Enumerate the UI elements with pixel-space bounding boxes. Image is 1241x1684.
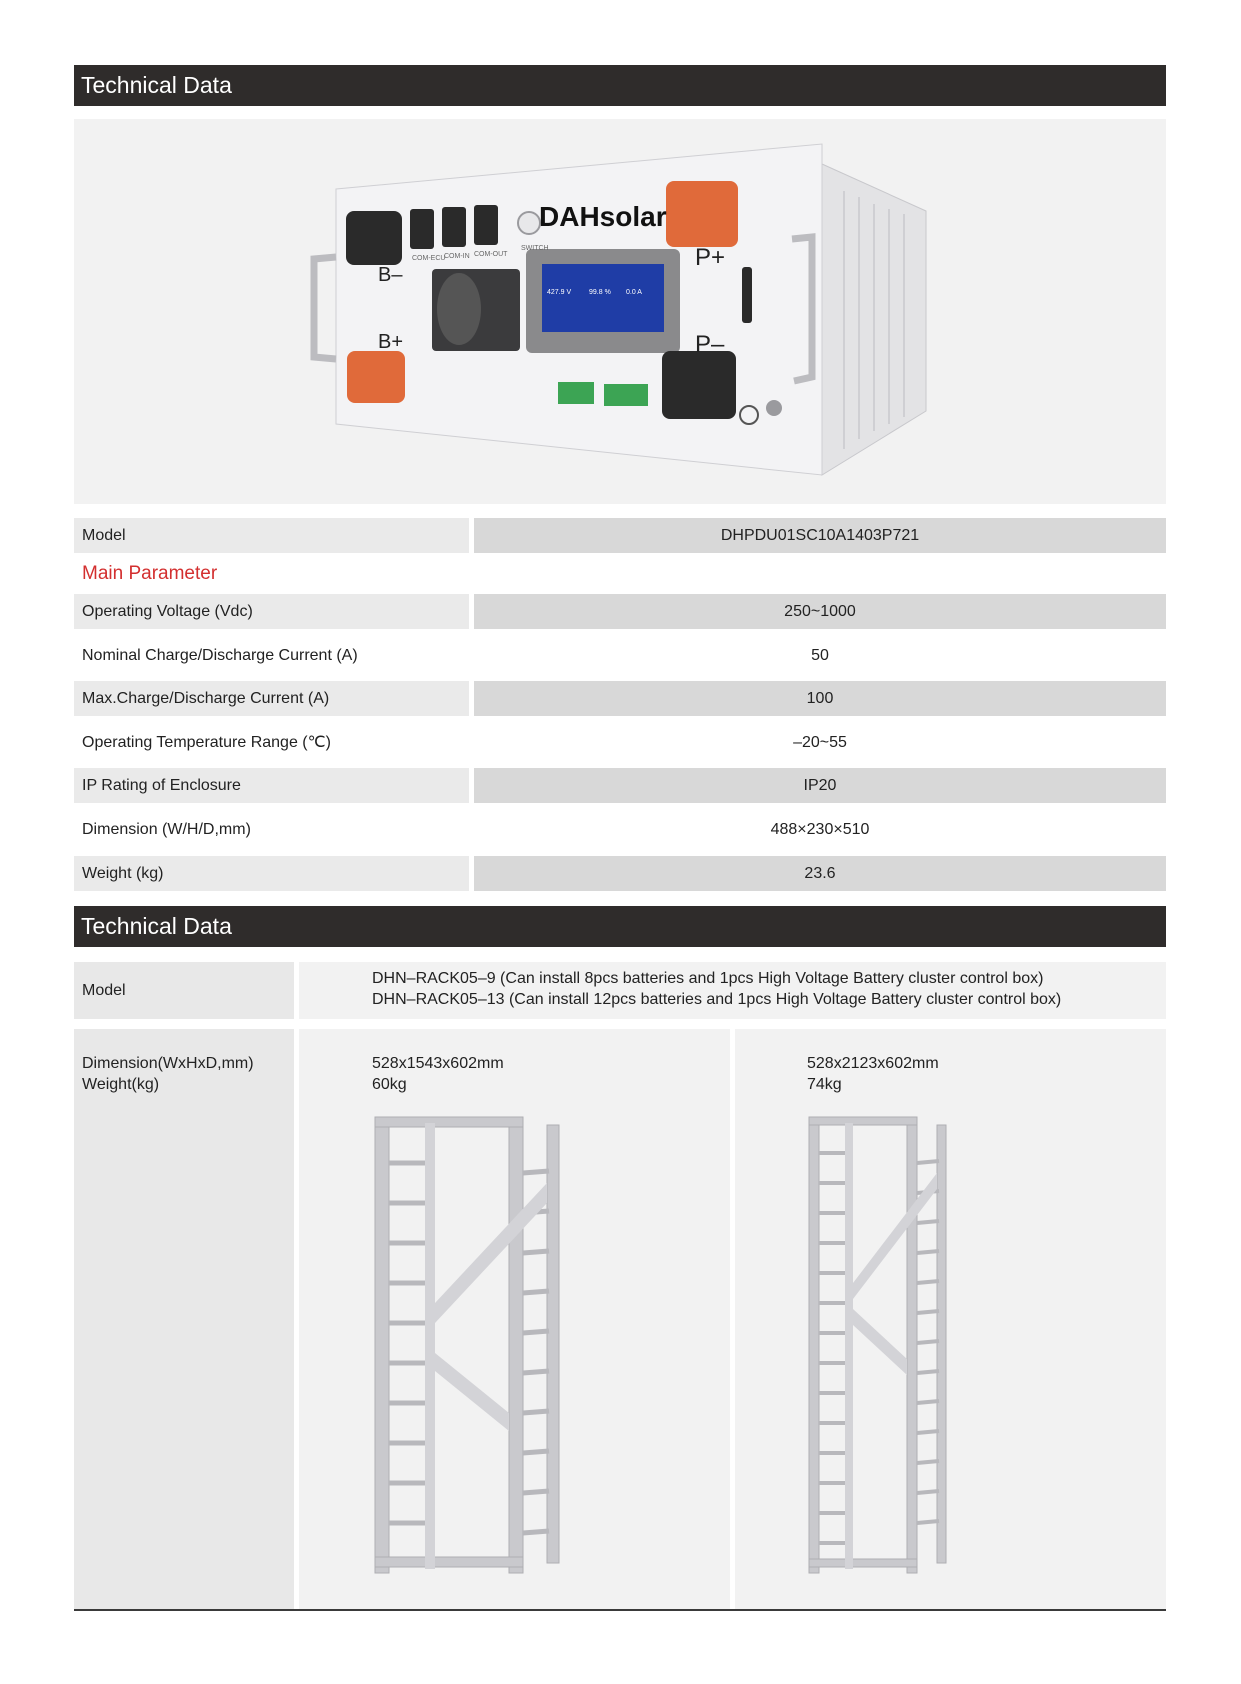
param-value: 488×230×510 [770, 821, 870, 838]
section-header-technical-data: Technical Data [74, 65, 1166, 106]
rack-model-label-cell [74, 962, 294, 1019]
svg-text:0.0 A: 0.0 A [626, 289, 642, 296]
rack-13-illustration [807, 1113, 967, 1583]
rack-9-illustration [369, 1113, 579, 1583]
param-label: Weight (kg) [74, 856, 469, 891]
param-value: –20~55 [793, 734, 847, 751]
svg-text:427.9 V: 427.9 V [547, 289, 572, 296]
table-row-model [74, 518, 1166, 553]
param-value: 250~1000 [474, 594, 1166, 629]
param-label: Dimension (W/H/D,mm) [82, 821, 251, 838]
p-plus-connector [666, 181, 738, 247]
rack-model-line: DHN–RACK05–9 (Can install 8pcs batteries and 1pcs High Voltage Battery cluster control box) [372, 970, 1044, 987]
table-row [74, 681, 1166, 716]
svg-text:B–: B– [378, 264, 403, 286]
rack-a-dimension: 528x1543x602mm [372, 1055, 504, 1072]
svg-text:COM-ECU: COM-ECU [412, 255, 446, 262]
param-value: IP20 [474, 768, 1166, 803]
rack-model-line: DHN–RACK05–13 (Can install 12pcs batteries and 1pcs High Voltage Battery cluster control box) [372, 991, 1062, 1008]
rack-b-dimension: 528x2123x602mm [807, 1055, 939, 1072]
product-image-panel [74, 119, 1166, 504]
param-label: Operating Temperature Range (℃) [82, 734, 331, 751]
main-parameter-heading: Main Parameter [82, 563, 218, 584]
table-row [74, 725, 1166, 760]
rack-b-weight: 74kg [807, 1076, 842, 1093]
table-row [74, 594, 1166, 629]
bottom-divider [74, 1609, 1166, 1611]
b-plus-connector [347, 351, 405, 403]
table-row [74, 856, 1166, 891]
param-label: Operating Voltage (Vdc) [74, 594, 469, 629]
rack-model-value-cell [299, 962, 1166, 1019]
section-header-technical-data-racks: Technical Data [74, 906, 1166, 947]
param-value: 23.6 [474, 856, 1166, 891]
model-label: Model [74, 518, 469, 553]
svg-text:COM-OUT: COM-OUT [474, 251, 508, 258]
param-label: Nominal Charge/Discharge Current (A) [82, 647, 358, 664]
table-row [74, 812, 1166, 847]
param-label: IP Rating of Enclosure [74, 768, 469, 803]
param-value: 50 [811, 647, 829, 664]
pdu-product-illustration [74, 119, 1166, 504]
svg-text:99.8 %: 99.8 % [589, 289, 611, 296]
rack-b-cell [735, 1029, 1166, 1609]
brand-logo: DAHsolar [539, 201, 667, 232]
param-label: Max.Charge/Discharge Current (A) [74, 681, 469, 716]
rack-a-cell [299, 1029, 730, 1609]
svg-text:P+: P+ [695, 244, 726, 271]
rack-model-label: Model [82, 982, 126, 999]
rack-a-weight: 60kg [372, 1076, 407, 1093]
dimension-label: Dimension(WxHxD,mm) [82, 1055, 254, 1072]
svg-text:B+: B+ [378, 331, 404, 353]
model-value: DHPDU01SC10A1403P721 [474, 518, 1166, 553]
svg-text:COM-IN: COM-IN [444, 253, 470, 260]
p-minus-connector [662, 351, 736, 419]
rack-dimension-label-cell [74, 1029, 294, 1609]
table-row [74, 638, 1166, 673]
b-minus-connector [346, 211, 402, 265]
svg-text:P–: P– [695, 331, 725, 358]
weight-label: Weight(kg) [82, 1076, 160, 1093]
svg-text:SWITCH: SWITCH [521, 245, 549, 252]
table-row [74, 768, 1166, 803]
param-value: 100 [474, 681, 1166, 716]
